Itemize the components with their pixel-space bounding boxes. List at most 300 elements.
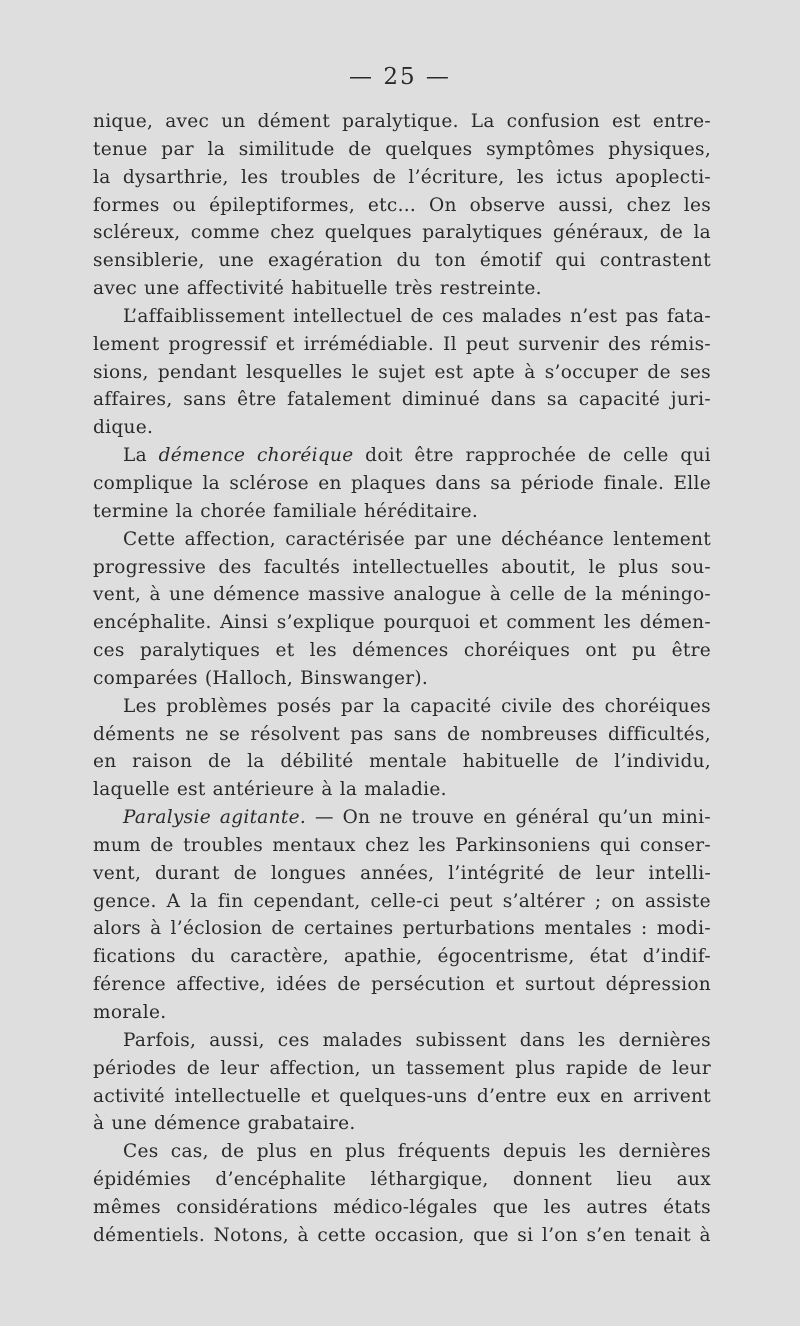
word: scléreux,: [93, 222, 181, 244]
page-number: — 25 —: [349, 64, 451, 90]
word: physiques,: [608, 138, 711, 160]
text-line: [93, 776, 711, 804]
word: de: [271, 918, 295, 940]
word: plus: [515, 1057, 556, 1079]
word: occasion,: [374, 1224, 465, 1246]
word: progressif: [168, 333, 267, 355]
word: débilité: [280, 751, 354, 773]
word: encéphalite.: [93, 612, 212, 634]
word: ne: [379, 807, 403, 829]
word: mentale: [369, 751, 448, 773]
word: de: [186, 1057, 211, 1079]
word: Parkinsoniens: [455, 834, 591, 856]
word: s’en: [586, 1224, 626, 1246]
word: être: [237, 389, 277, 411]
word: et: [275, 333, 295, 355]
word: peut: [465, 333, 510, 355]
word: par: [414, 528, 447, 550]
word: période: [520, 472, 595, 494]
word: mum: [93, 834, 141, 856]
word: sans: [393, 723, 437, 745]
word: épidémies: [93, 1169, 192, 1191]
word: gence.: [93, 890, 157, 912]
word: l’écriture,: [408, 166, 505, 188]
word: etc...: [367, 194, 417, 216]
word: confusion: [506, 111, 601, 132]
word: à: [93, 1113, 105, 1135]
text-line: [93, 693, 711, 721]
text-line: [93, 665, 711, 693]
word: états: [663, 1196, 711, 1218]
word: persécution: [371, 974, 486, 996]
word: aboutit,: [501, 556, 577, 578]
word: L’affaiblissement: [123, 305, 285, 327]
word: subissent: [415, 1029, 507, 1051]
word: pu: [632, 640, 657, 662]
word: émotif: [479, 250, 542, 272]
word: quelques: [385, 138, 473, 160]
word: paralytique.: [342, 111, 459, 132]
text-line: [93, 1083, 711, 1111]
word: Elle: [673, 472, 711, 494]
word: démence: [213, 584, 300, 606]
word: lentement: [613, 528, 711, 550]
word: que: [492, 1196, 529, 1218]
word: la: [190, 890, 208, 912]
text-line: [93, 888, 711, 916]
word: la: [247, 751, 265, 773]
word: eux: [556, 1085, 591, 1107]
word: les: [240, 166, 269, 188]
word: problèmes: [166, 695, 268, 717]
word: fications: [93, 946, 176, 968]
word: et: [478, 612, 498, 634]
word: fin: [217, 890, 244, 912]
word: activité: [93, 1085, 165, 1107]
word: état: [589, 946, 628, 968]
word: généraux,: [552, 222, 650, 244]
text-line: [93, 721, 711, 749]
word: irrémédiable.: [303, 333, 435, 355]
word: dernières: [618, 1029, 711, 1051]
word: progressive: [93, 556, 207, 578]
text-line: [93, 442, 711, 470]
word: tenait: [634, 1224, 691, 1246]
word: plaques: [351, 472, 427, 494]
word: survenir: [518, 333, 599, 355]
word: une: [111, 1113, 148, 1135]
word: nique,: [93, 111, 154, 132]
word: antérieure: [212, 779, 315, 801]
text-line: [93, 164, 711, 192]
word: plus: [618, 556, 659, 578]
word: général: [515, 807, 590, 829]
word: dernières: [618, 1141, 711, 1163]
word: le: [588, 556, 606, 578]
text-line: [93, 1110, 711, 1138]
word: La: [470, 111, 495, 132]
word: années,: [360, 862, 435, 884]
word: Il: [443, 333, 457, 355]
word: similitude: [238, 138, 335, 160]
word: sujet: [378, 361, 426, 383]
word: comme: [190, 222, 260, 244]
word: de: [638, 1057, 662, 1079]
word: lieu: [616, 1169, 653, 1191]
text-line: [93, 247, 711, 275]
word: depuis: [502, 1141, 567, 1163]
word: les: [603, 612, 632, 634]
word: troubles: [183, 834, 263, 856]
word: à: [321, 779, 333, 801]
word: chorée: [200, 500, 267, 522]
word: leur: [595, 862, 635, 884]
word: et: [310, 1085, 330, 1107]
text-line: [93, 498, 711, 526]
word: fata-: [666, 305, 711, 327]
word: la: [339, 779, 358, 801]
word: à: [297, 1224, 309, 1246]
word: démence: [154, 1113, 241, 1135]
word: plus: [345, 1141, 386, 1163]
word: la: [202, 472, 220, 494]
word: ne: [185, 723, 209, 745]
word: affectivité: [186, 278, 285, 300]
word: les: [418, 834, 446, 856]
word: très: [394, 278, 433, 300]
text-line: [93, 331, 711, 359]
word: lement: [93, 333, 160, 355]
word: mentaux: [272, 834, 356, 856]
word: affection,: [269, 1057, 361, 1079]
word: une: [218, 250, 255, 272]
word: certaines: [303, 918, 394, 940]
word: à: [699, 1224, 711, 1246]
word: familiale: [273, 500, 357, 522]
text-line: [93, 136, 711, 164]
word: s’altérer: [502, 890, 585, 912]
word: un: [371, 1057, 396, 1079]
word: l’individu,: [614, 751, 711, 773]
word: en: [318, 472, 342, 494]
word: tenue: [93, 138, 148, 160]
word: en: [483, 807, 507, 829]
word: périodes: [93, 1057, 177, 1079]
word: symptômes: [486, 138, 595, 160]
word: et: [495, 974, 515, 996]
word: restreinte.: [439, 278, 542, 300]
word: intellectuelle: [174, 1085, 302, 1107]
word: être: [671, 640, 711, 662]
word: maladie.: [364, 779, 447, 801]
word: laquelle: [93, 779, 170, 801]
word: est: [176, 779, 206, 801]
text-line: [93, 219, 711, 247]
text-line: [93, 1027, 711, 1055]
word: de: [647, 361, 671, 383]
text-line: [93, 470, 711, 498]
word: rapprochée: [465, 445, 577, 467]
word: de: [233, 862, 258, 884]
word: celle: [623, 445, 669, 467]
word: morale.: [93, 1002, 167, 1023]
word: aussi,: [558, 194, 614, 216]
word: vent,: [93, 584, 142, 606]
text-line: [93, 386, 711, 414]
word: chez: [270, 222, 315, 244]
word: l’intégrité: [448, 862, 545, 884]
word: massive: [308, 584, 386, 606]
word: de: [207, 751, 232, 773]
word: de: [575, 751, 599, 773]
word: trouve: [411, 807, 475, 829]
word: complique: [93, 472, 194, 494]
word: troubles: [280, 166, 361, 188]
word: médico-légales: [333, 1196, 478, 1218]
word: de: [410, 305, 434, 327]
word: ictus: [556, 166, 604, 188]
word: d’encéphalite: [215, 1169, 347, 1191]
word: capacité: [410, 695, 492, 717]
word: les: [516, 166, 545, 188]
word: nombreuses: [480, 723, 598, 745]
word: des: [218, 556, 252, 578]
word: quelques: [324, 222, 412, 244]
word: un: [221, 111, 246, 132]
word: s’occuper: [544, 361, 639, 383]
word: autres: [586, 1196, 648, 1218]
word: formes: [93, 194, 160, 216]
word: sclérose: [229, 472, 309, 494]
word: dépression: [605, 974, 711, 996]
word: par: [340, 695, 374, 717]
word: exagération: [267, 250, 383, 272]
word: ton: [434, 250, 467, 272]
word: ces: [442, 305, 474, 327]
word: choréiques: [604, 695, 711, 717]
word: de: [659, 222, 684, 244]
word: que: [473, 1224, 509, 1246]
word: de: [558, 862, 582, 884]
word: en: [600, 1085, 624, 1107]
word: démence: [158, 445, 246, 467]
word: pourquoi: [383, 612, 471, 634]
word: des: [607, 333, 642, 355]
word: aux: [676, 1169, 711, 1191]
word: méningo-: [621, 584, 711, 606]
word: résolvent: [250, 723, 341, 745]
word: caractérisée: [285, 528, 406, 550]
text-line: [93, 1222, 711, 1250]
word: cas,: [170, 1141, 209, 1163]
word: chez: [365, 834, 410, 856]
text-line: [93, 999, 711, 1027]
word: choréiques: [463, 640, 571, 662]
text-line: [93, 359, 711, 387]
word: ont: [585, 640, 617, 662]
word: une: [456, 528, 492, 550]
word: léthargique,: [370, 1169, 489, 1191]
word: les: [579, 1141, 607, 1163]
word: La: [123, 445, 147, 467]
word: fréquents: [397, 1141, 491, 1163]
word: malades: [481, 305, 562, 327]
word: mini-: [661, 807, 711, 829]
word: les: [578, 1029, 606, 1051]
text-line: [93, 748, 711, 776]
word: sa: [546, 389, 569, 411]
word: (Halloch,: [204, 667, 294, 689]
word: apathie,: [344, 946, 423, 968]
word: une: [169, 584, 205, 606]
word: raison: [132, 751, 193, 773]
word: la: [595, 584, 613, 606]
word: pas: [625, 305, 659, 327]
word: de: [150, 834, 174, 856]
word: avec: [165, 111, 210, 132]
word: Ainsi: [220, 612, 269, 634]
word: épileptiformes,: [209, 194, 356, 216]
word: :: [641, 918, 648, 940]
word: Les: [123, 695, 157, 717]
word: caractère,: [230, 946, 329, 968]
word: dans: [435, 472, 481, 494]
word: ou: [172, 194, 197, 216]
word: on: [611, 890, 635, 912]
word: celle: [509, 584, 556, 606]
word: Parfois,: [123, 1029, 197, 1051]
word: donnent: [512, 1169, 593, 1191]
word: la: [93, 166, 111, 188]
word: On: [342, 807, 371, 829]
word: à: [489, 584, 502, 606]
word: rapide: [565, 1057, 629, 1079]
word: du: [190, 946, 216, 968]
word: facultés: [263, 556, 341, 578]
word: ses: [680, 361, 711, 383]
word: sions,: [93, 361, 149, 383]
text-line: [93, 303, 711, 331]
word: peut: [449, 890, 493, 912]
word: contrastent: [599, 250, 711, 272]
word: difficultés,: [607, 723, 711, 745]
text-line: [93, 108, 711, 136]
text-line: [93, 609, 711, 637]
word: sa: [490, 472, 512, 494]
word: Paralysie: [123, 807, 211, 829]
text-line: [93, 832, 711, 860]
word: rémis-: [650, 333, 711, 355]
word: assiste: [644, 890, 711, 912]
word: analogue: [393, 584, 482, 606]
word: habituelle: [462, 751, 560, 773]
word: si: [517, 1224, 534, 1246]
text-line: [93, 860, 711, 888]
word: diminué: [401, 389, 481, 411]
word: sans: [183, 389, 227, 411]
word: grabataire.: [247, 1113, 356, 1135]
text-line: [93, 915, 711, 943]
word: Binswanger).: [300, 667, 429, 689]
word: des: [561, 695, 596, 717]
word: qui: [555, 250, 586, 272]
word: longues: [270, 862, 347, 884]
word: les: [543, 1196, 571, 1218]
word: la: [175, 500, 194, 522]
text-line: [93, 1166, 711, 1194]
word: observe: [469, 194, 546, 216]
word: tassement: [405, 1057, 505, 1079]
text-line: [93, 414, 711, 442]
word: ;: [594, 890, 602, 912]
word: quelques-uns: [339, 1085, 468, 1107]
word: perturbations: [402, 918, 536, 940]
word: celle-ci: [370, 890, 440, 912]
word: cette: [317, 1224, 367, 1246]
word: affective,: [176, 974, 266, 996]
word: de: [221, 1141, 245, 1163]
word: chez: [626, 194, 671, 216]
word: choréique: [256, 445, 354, 467]
word: paralytiques: [422, 222, 543, 244]
word: héréditaire.: [363, 500, 479, 522]
text-line: [93, 1194, 711, 1222]
word: apoplecti-: [615, 166, 711, 188]
word: les: [309, 640, 337, 662]
text-line: [93, 275, 711, 303]
word: dysarthrie,: [122, 166, 229, 188]
word: d’entre: [476, 1085, 547, 1107]
word: intellectuel: [293, 305, 403, 327]
word: de: [563, 584, 587, 606]
word: malades: [322, 1029, 403, 1051]
word: doit: [365, 445, 403, 467]
word: en: [93, 751, 117, 773]
text-line: [93, 581, 711, 609]
word: mêmes: [93, 1196, 161, 1218]
word: arrivent: [633, 1085, 711, 1107]
word: l’éclosion: [170, 918, 263, 940]
word: d’indif-: [642, 946, 711, 968]
word: intellectuelles: [352, 556, 489, 578]
word: à: [524, 361, 536, 383]
word: et: [275, 640, 295, 662]
word: On: [429, 194, 457, 216]
word: égocentrisme,: [437, 946, 575, 968]
word: posés: [276, 695, 332, 717]
word: lesquelles: [246, 361, 343, 383]
word: à: [150, 918, 162, 940]
word: capacité: [578, 389, 661, 411]
word: A: [166, 890, 181, 912]
word: une: [144, 278, 180, 300]
text-line: [93, 1055, 711, 1083]
word: dans: [519, 1029, 566, 1051]
word: démen-: [639, 612, 711, 634]
word: aussi,: [209, 1029, 265, 1051]
word: leur: [220, 1057, 260, 1079]
word: civile: [501, 695, 553, 717]
word: avec: [93, 278, 137, 300]
word: entre-: [652, 111, 711, 132]
word: de: [587, 445, 612, 467]
word: plus: [256, 1141, 298, 1163]
word: férence: [93, 974, 166, 996]
word: la: [207, 138, 226, 160]
word: du: [396, 250, 421, 272]
text-line: [93, 1138, 711, 1166]
word: démences: [352, 640, 449, 662]
